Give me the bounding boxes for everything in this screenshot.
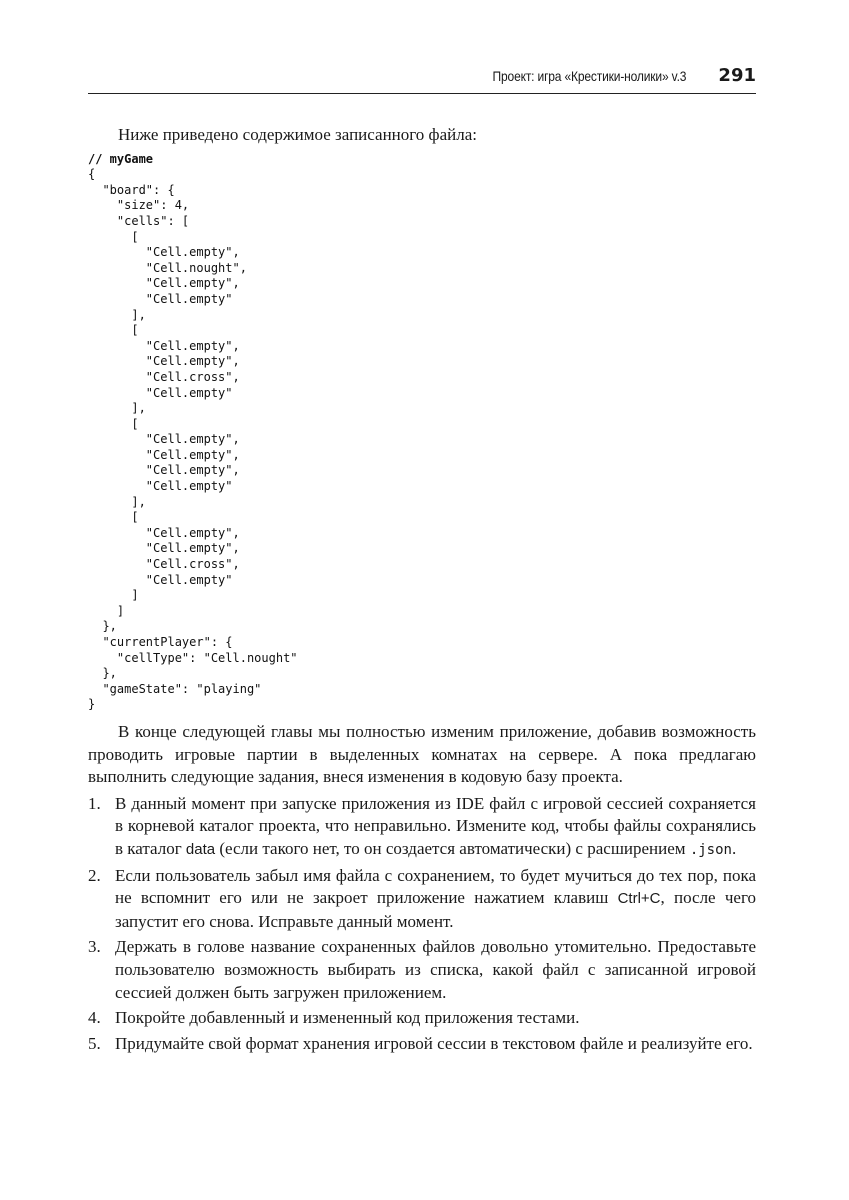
json-code-listing <box>88 152 756 713</box>
list-item <box>88 865 756 934</box>
task-text: (если такого нет, то он создается автоматически) с расширением <box>215 838 690 858</box>
list-number: 5. <box>88 1033 101 1053</box>
list-item <box>88 1007 756 1030</box>
body-paragraph: В конце следующей главы мы полностью изменим приложение, добавив возможность проводить игровые партии в выделенных комнатах на сервере. А пока предлагаю выполнить следующие задания, внеся изменения в кодовую базу проекта. <box>88 721 756 787</box>
task-text: Придумайте свой формат хранения игровой сессии в текстовом файле и реализуйте его. <box>115 1033 753 1053</box>
list-number: 2. <box>88 865 101 885</box>
list-item <box>88 936 756 1004</box>
code-body: { "board": { "size": 4, "cells": [ [ "Cell.empty", "Cell.nought", "Cell.empty", "Cell.empty" ], [ "Cell.empty", "Cell.empty", "Cell.cross", "Cell.empty" ], [ "Cell.empty", "Cell.empty", "Cell.empty", "Cell.empty" ], [ "Cell.empty", "Cell.empty", "Cell.cross", "Cell.empty" ] ] }, "currentPlayer": { "cellType": "Cell.nought" }, "gameState": "playing" } <box>88 167 298 712</box>
code-comment: // myGame <box>88 151 154 166</box>
task-text: , после чего запустит его снова. Исправьте данный момент. <box>115 888 756 931</box>
list-item <box>88 1033 756 1056</box>
running-header <box>88 62 756 94</box>
running-header-title: Проект: игра «Крестики-нолики» v.3 <box>492 68 686 84</box>
key-combination: Ctrl+C <box>617 890 661 908</box>
task-text: Если пользователь забыл имя файла с сохранением, то будет мучиться до тех пор, пока не вспомнит его или не закроет приложение нажатием клавиш <box>115 865 756 908</box>
list-item <box>88 793 756 862</box>
list-number: 4. <box>88 1008 101 1028</box>
list-number: 1. <box>88 793 101 813</box>
page-number: 291 <box>718 65 756 86</box>
task-text: Держать в голове название сохраненных файлов довольно утомительно. Предоставьте пользователю возможность выбирать из списка, какой файл с записанной игровой сессией должен быть загружен приложением. <box>115 937 756 1002</box>
task-text: В данный момент при запуске приложения из IDE файл с игровой сессией сохраняется в корневой каталог проекта, что неправильно. Измените код, чтобы файлы сохранялись в каталог <box>115 793 756 858</box>
list-number: 3. <box>88 937 101 957</box>
intro-text: Ниже приведено содержимое записанного файла: <box>118 125 477 144</box>
inline-code-data: data <box>185 840 216 858</box>
task-text: . <box>731 838 737 858</box>
task-list <box>88 793 756 1056</box>
page-body <box>88 124 756 1058</box>
inline-code-extension: .json <box>689 841 732 858</box>
task-text: Покройте добавленный и измененный код приложения тестами. <box>115 1008 580 1028</box>
